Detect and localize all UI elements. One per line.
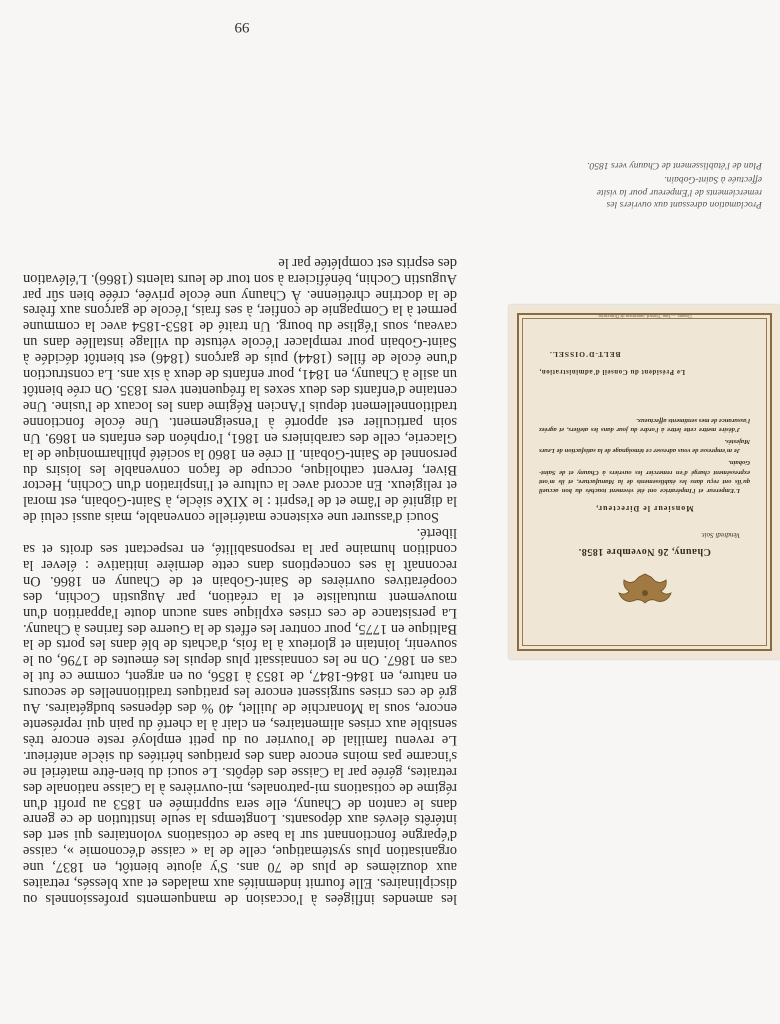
document-paragraph: J'désire mettre cette lettre à l'ordre du jour dans les ateliers, et agréez l'assurance de mes sentiments affectueux. xyxy=(539,416,750,433)
page-number: 99 xyxy=(234,19,250,35)
document-printer-line: Chauny. — Imp. Viséard, imprimeur de l'Entreprise. xyxy=(597,314,692,319)
caption-plan: Plan de l'établissement de Chauny vers 1850. xyxy=(587,159,762,171)
proclamation-document-image xyxy=(509,305,780,659)
document-signature-title: Le Président du Conseil d'administration, xyxy=(539,368,686,375)
document-paragraph: L'Empereur et l'Impératrice ont été vivement touchés du bon accueil qu'ils ont reçu dans les établissements de la Manufacture, et ils m'ont expressément chargé d'en remercier les ouvriers à Chauny et de Saint-Gobain. xyxy=(539,459,750,494)
document-body xyxy=(539,412,750,495)
document-date: Chauny, 26 Novembre 1858. xyxy=(578,546,711,557)
body-paragraph: Souci d'assurer une existence matérielle convenable, mais aussi celui de la dignité de l'âme et de l'esprit : le XIXe siècle, à Saint-Gobain, est moral et religieux. En accord avec la culture et l'inspiration d'un Cochin, Hector Biver, fervent catholique, occupe de façon convenable les loisirs du personnel de Saint-Gobain. Il crée en 1860 la société philharmonique de la Glacerie, celle des carabiniers en 1861, l'orphéon des enfants en 1869. Un soin particulier est apporté à l'enseignement. Une école fonctionne traditionnellement depuis l'Ancien Régime dans les locaux de l'usine. Une centaine d'enfants des deux sexes la fréquentent vers 1835. On crée bientôt un asile à Chauny, en 1841, pour enfants de deux à six ans. La construction d'une école de filles (1844) puis de garçons (1846) est bientôt décidée à Saint-Gobain pour remplacer l'école vétuste du village installée dans un caveau, sous l'église du bourg. Un traité de 1853-1854 avec la commune permet à la Compagnie de confier, à ses frais, l'école de garçons aux frères de la doctrine chrétienne. À Chauny une école privée, créée bien sûr par Augustin Cochin, bénéficiera à son tour de leurs talents (1866). L'élévation des esprits est complétée par le xyxy=(23,254,457,526)
caption-proclamation: Proclamation adressant aux ouvriers les remerciements de l'Empereur pour la visite effectuée à Saint-Gobain. xyxy=(596,174,762,210)
document-salutation: Vendredi Soir. xyxy=(700,531,740,539)
body-text xyxy=(23,254,457,906)
body-paragraph: les amendes infligées à l'occasion de manquements professionnels ou disciplinaires. Elle fournit indemnités aux malades et aux blessés, retraites aux douzièmes de plus de 70 ans. S'y ajoute bientôt, en 1837, une organisation plus systématique, celle de la « caisse d'économie », caisse d'épargne fonctionnant sur la base de cotisations volontaires qui sert des intérêts élevés aux déposants. Longtemps la seule institution de ce genre dans le canton de Chauny, elle sera supprimée en 1853 au profit d'un régime de cotisations mi-patronales, mi-ouvrières à la Caisse nationale des retraites, gérée par la Caisse des dépôts. Le souci du bien-être matériel ne s'incarne pas moins encore dans des pratiques héritées du siècle antérieur. Le revenu familial de l'ouvrier ou du petit employé reste encore très sensible aux crises alimentaires, en clair à la cherté du pain qui représente encore, sous la Monarchie de Juillet, 40 % des dépenses budgétaires. Au gré de ces crises surgissent encore les pratiques traditionnelles de secours en nature, en 1846-1847, de 1853 à 1856, ou en argent, comme ce fut le cas en 1867. On ne les connaissait plus depuis les émeutes de 1796, ou le souvenir, lointain et glorieux à la fois, d'achats de blé dans les ports de la Baltique en 1775, pour contrer les effets de la Guerre des farines à Chauny. La persistance de ces crises explique sans aucun doute l'apparition d'un mouvement mutualiste et la création, par Augustin Cochin, des coopératives ouvrières de Saint-Gobain et de Chauny en 1866. On reconnaît là ses conceptions dans cette dernière initiative : élever la condition humaine par la responsabilité, en respectant ses droits et sa liberté. xyxy=(23,525,457,907)
document-paragraph: Je m'empresse de vous adresser ce témoignage de la satisfaction de Leurs Majestés. xyxy=(539,437,750,455)
imperial-eagle-icon xyxy=(615,571,675,607)
figure-captions xyxy=(562,158,762,210)
document-title: Monsieur le Directeur, xyxy=(595,504,694,513)
document-signature-name: BELT-D'OISSEL. xyxy=(549,350,621,359)
